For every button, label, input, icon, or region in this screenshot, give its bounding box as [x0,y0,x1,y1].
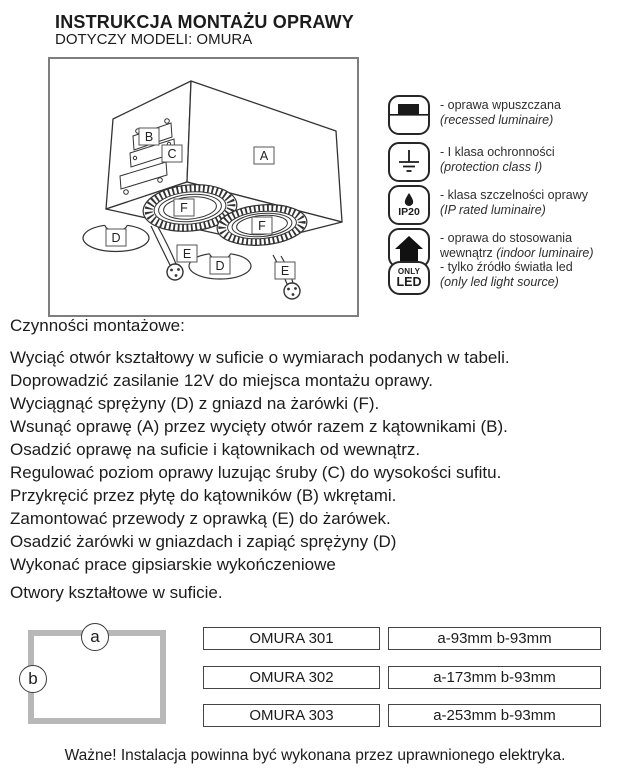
part-label-d: D [215,259,225,273]
steps-heading: Czynności montażowe: [10,316,185,335]
holes-heading: Otwory kształtowe w suficie. [10,583,223,602]
important-note: Ważne! Instalacja powinna być wykonana przez uprawnionego elektryka. [64,747,566,764]
part-label-d: D [111,231,121,245]
instruction-line: Osadzić oprawę na suficie i kątownikach od wewnątrz. [10,440,421,459]
protection-class-badge [388,142,430,182]
assembly-diagram [50,59,357,315]
part-label-e: E [182,247,192,261]
droplet-icon [403,193,415,206]
instruction-line: Wykonać prace gipsiarskie wykończeniowe [10,555,336,574]
dimension-a-marker: a [81,623,109,651]
assembly-diagram-frame [48,57,359,317]
ip-rating-badge [388,185,430,225]
ip-rating-text: IP20 [398,205,420,218]
steps-list [10,346,625,576]
instruction-line: Wsunąć oprawę (A) przez wycięty otwór razem z kątownikami (B). [10,417,508,436]
part-label-f: F [180,201,188,215]
table-cell-model: OMURA 303 [203,704,380,727]
part-label-f: F [258,219,266,233]
table-cell-model: OMURA 302 [203,666,380,689]
legend-recessed: - oprawa wpuszczana (recessed luminaire) [440,98,561,127]
legend-indoor: - oprawa do stosowania wewnątrz (indoor luminaire) [440,231,594,260]
instruction-line: Przykręcić przez płytę do kątowników (B) wkrętami. [10,486,397,505]
table-cell-size: a-173mm b-93mm [388,666,601,689]
instruction-line: Zamontować przewody z oprawką (E) do żarówek. [10,509,391,528]
instruction-line: Regulować poziom oprawy luzując śruby (C) do wysokości sufitu. [10,463,502,482]
legend-only-led: - tylko źródło światła led (only led light source) [440,260,573,289]
page-subtitle: DOTYCZY MODELI: OMURA [55,31,253,48]
instruction-line: Doprowadzić zasilanie 12V do miejsca montażu oprawy. [10,371,433,390]
only-led-icon: ONLY [397,267,421,276]
instruction-line: Osadzić żarówki w gniazdach i zapiąć sprężyny (D) [10,532,397,551]
dimension-b-marker: b [19,665,47,693]
legend-ip-rating: - klasa szczelności oprawy (IP rated luminaire) [440,188,588,217]
instruction-line: Wyciąć otwór kształtowy w suficie o wymiarach podanych w tabeli. [10,348,510,367]
table-cell-size: a-253mm b-93mm [388,704,601,727]
recessed-luminaire-badge [388,95,430,135]
recessed-luminaire-icon [390,97,428,133]
part-label-b: B [144,130,154,144]
only-led-badge: ONLY LED [388,261,430,295]
part-label-a: A [259,149,269,163]
table-cell-model: OMURA 301 [203,627,380,650]
ground-protection-class-icon [390,144,428,180]
page-title: INSTRUKCJA MONTAŻU OPRAWY [55,12,354,32]
table-cell-size: a-93mm b-93mm [388,627,601,650]
part-label-e: E [280,264,290,278]
part-label-c: C [167,147,177,161]
legend-protection-class: - I klasa ochronności (protection class I) [440,145,555,174]
instruction-line: Wyciągnąć sprężyny (D) z gniazd na żarówki (F). [10,394,380,413]
